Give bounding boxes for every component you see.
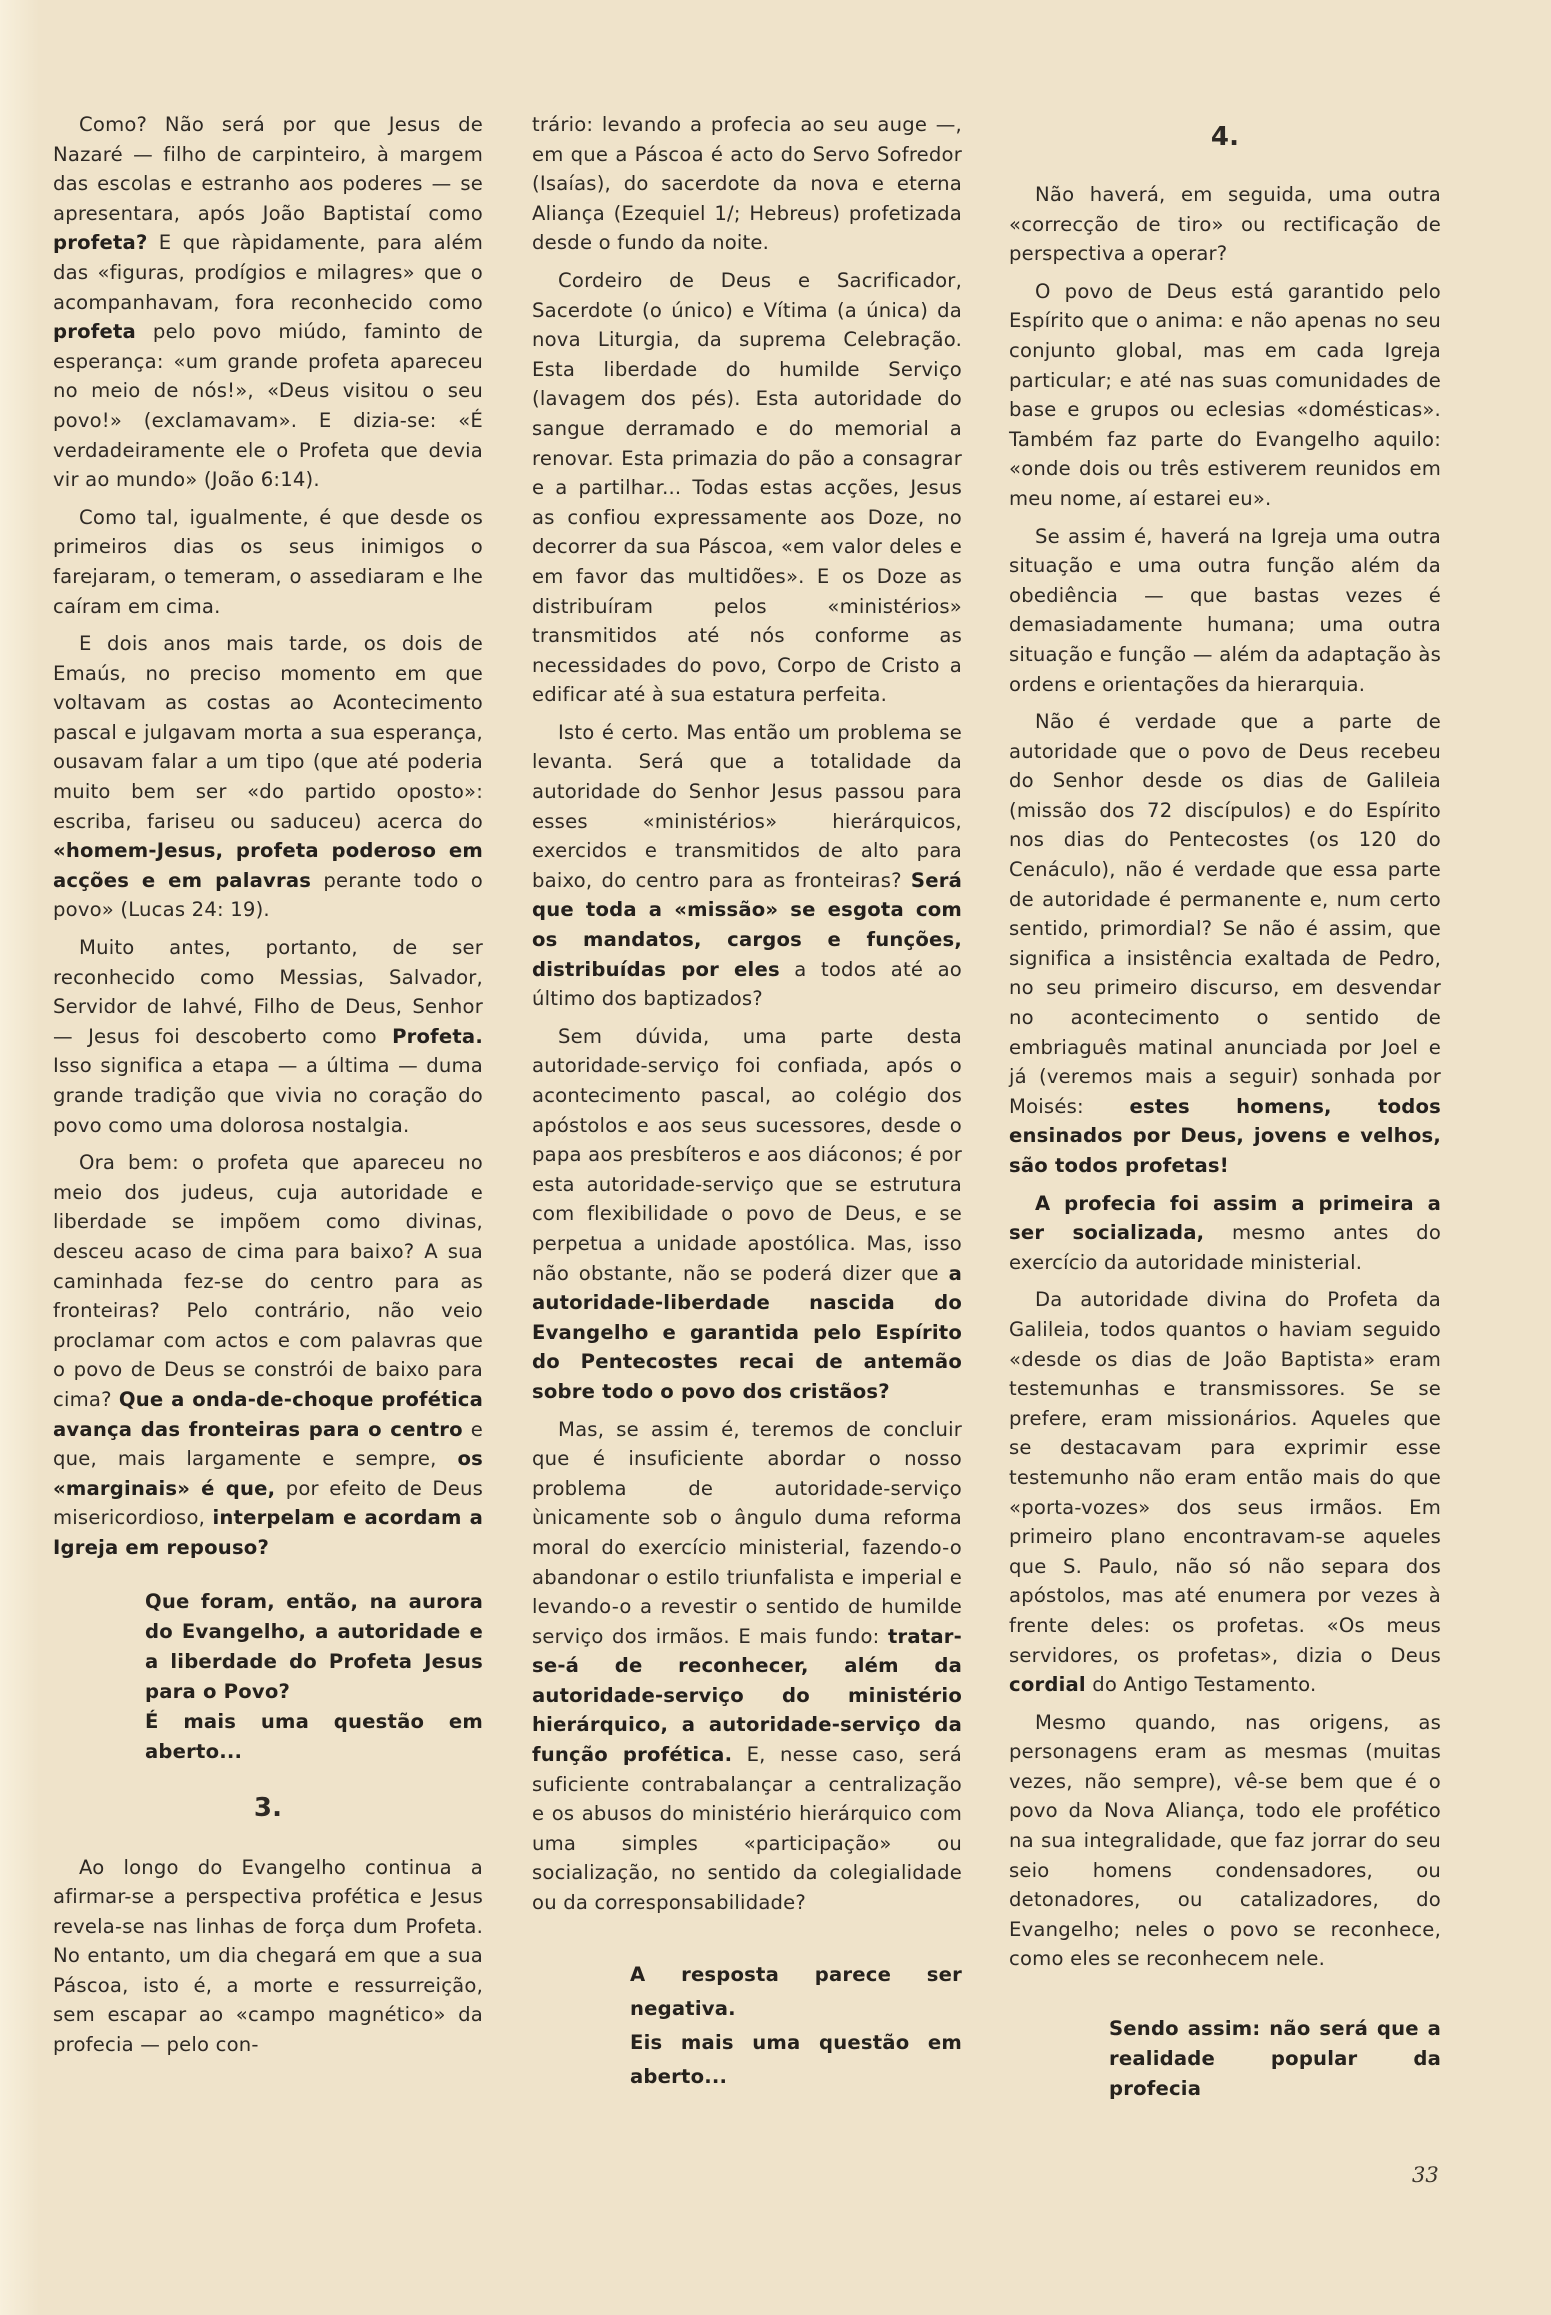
text-run: E, nesse caso, será suficiente contrabalançar a centralização e os abusos do ministério hierárquico com uma simples «participação» ou socialização, no sentido da colegialidade ou da corresponsabilidade? [532, 1743, 962, 1915]
paragraph [53, 933, 483, 1140]
text-run: Da autoridade divina do Profeta da Galileia, todos quantos o haviam seguido «desde os dias de João Baptista» eram testemunhas e transmissores. Se se prefere, eram missionários. Aqueles que se destacavam para exprimir esse testemunho não eram então mais do que «porta-vozes» dos seus irmãos. Em primeiro plano encontravam-se aqueles que S. Paulo, não só não separa dos apóstolos, mas até enumera por vezes à frente deles: os profetas. «Os meus servidores, os profetas», dizia o Deus [1009, 1288, 1441, 1667]
paragraph [1009, 1285, 1441, 1699]
text-run: Mesmo quando, nas origens, as personagens eram as mesmas (muitas vezes, não sempre), vê-se bem que é o povo da Nova Aliança, todo ele profético na sua integralidade, que faz jorrar do seu seio homens condensadores, ou detonadores, ou catalizadores, do Evangelho; neles o povo se reconhece, como eles se reconhecem nele. [1009, 1710, 1441, 1971]
section-heading-3: 3. [253, 1792, 283, 1823]
text-run: do Antigo Testamento. [1085, 1673, 1317, 1697]
open-question-callout-3 [1109, 2014, 1441, 2104]
bold-run: a autoridade-liberdade nascida do Evangelho e garantida pelo Espírito do Pentecostes recai de antemão sobre todo o povo dos cristãos? [532, 1261, 962, 1403]
paragraph [532, 718, 962, 1014]
bold-run: Que a onda-de-choque profética avança das fronteiras para o centro [53, 1387, 483, 1441]
open-question-callout-1 [145, 1587, 483, 1767]
paragraph [53, 503, 483, 621]
column3-paragraphs [1009, 180, 1441, 1974]
text-run: Isto é certo. Mas então um problema se levanta. Será que a totalidade da autoridade do Senhor Jesus passou para esses «ministérios» hierárquicos, exercidos e transmitidos de alto para baixo, do centro para as fronteiras? [532, 720, 962, 892]
paragraph [532, 1415, 962, 1918]
text-run: O povo de Deus está garantido pelo Espírito que o anima: e não apenas no seu conjunto global, mas em cada Igreja particular; e até nas suas comunidades de base e grupos ou eclesias «domésticas». Também faz parte do Evangelho aquilo: «onde dois ou três estiverem reunidos em meu nome, aí estarei eu». [1009, 279, 1441, 510]
callout-line: Eis mais uma questão em aberto... [630, 2030, 962, 2088]
paragraph [53, 629, 483, 925]
text-run: trário: levando a profecia ao seu auge —, em que a Páscoa é acto do Servo Sofredor (Isaías), do sacerdote da nova e eterna Aliança (Ezequiel 1/; Hebreus) profetizada desde o fundo da noite. [532, 113, 962, 255]
text-run: Muito antes, portanto, de ser reconhecido como Messias, Salvador, Servidor de Iahvé, Filho de Deus, Senhor — Jesus foi descoberto como [53, 936, 483, 1048]
paragraph [53, 1148, 483, 1562]
text-run: Cordeiro de Deus e Sacrificador, Sacerdote (o único) e Vítima (a única) da nova Liturgia, da suprema Celebração. Esta liberdade do humilde Serviço (lavagem dos pés). Esta autoridade do sangue derramado e do memorial a renovar. Esta primazia do pão a consagrar e a partilhar... Todas estas acções, Jesus as confiou expressamente aos Doze, no decorrer da sua Páscoa, «em valor deles e em favor das multidões». E os Doze as distribuíram pelos «ministérios» transmitidos até nós conforme as necessidades do povo, Corpo de Cristo a edificar até à sua estatura perfeita. [532, 268, 962, 707]
paragraph [532, 1022, 962, 1407]
bold-run: A profecia foi assim a primeira a ser socializada, [1009, 1191, 1441, 1245]
text-run: a todos até ao último dos baptizados? [532, 957, 962, 1011]
paragraph [1009, 707, 1441, 1181]
text-run: Como tal, igualmente, é que desde os primeiros dias os seus inimigos o farejaram, o temeram, o assediaram e lhe caíram em cima. [53, 505, 483, 618]
bold-run: os «marginais» é que, [53, 1447, 483, 1500]
callout-line: É mais uma questão em aberto... [145, 1709, 483, 1763]
callout-line: Sendo assim: não será que a realidade popular da profecia [1109, 2017, 1441, 2101]
text-run: Isso significa a etapa — a última — duma grande tradição que vivia no coração do povo como uma dolorosa nostalgia. [53, 1054, 483, 1137]
text-column-1 [53, 110, 483, 2068]
text-run: Mas, se assim é, teremos de concluir que é insuficiente abordar o nosso problema de autoridade-serviço ùnicamente sob o ângulo duma reforma moral do exercício ministerial, fazendo-o abandonar o estilo triunfalista e imperial e levando-o a revestir o sentido de humilde serviço dos irmãos. E mais fundo: [532, 1417, 962, 1648]
paragraph [532, 266, 962, 710]
text-run: por efeito de Deus misericordioso, [53, 1476, 484, 1530]
text-column-3 [1009, 110, 1441, 2104]
callout-line: Que foram, então, na aurora do Evangelho, a autoridade e a liberdade do Profeta Jesus para o Povo? [145, 1589, 483, 1703]
text-run: Sem dúvida, uma parte desta autoridade-serviço foi confiada, após o acontecimento pascal, ao colégio dos apóstolos e aos seus sucessores, desde o papa aos presbíteros e aos diáconos; é por esta autoridade-serviço que se estrutura com flexibilidade o povo de Deus, e se perpetua a unidade apostólica. Mas, isso não obstante, não se poderá dizer que [532, 1024, 962, 1285]
column2-paragraphs [532, 110, 962, 1918]
text-run: Se assim é, haverá na Igreja uma outra situação e uma outra função além da obediência — que bastas vezes é demasiadamente humana; uma outra situação e função — além da adaptação às ordens e orientações da hierarquia. [1009, 524, 1441, 696]
bold-run: Profeta. [392, 1024, 483, 1048]
page-number: 33 [1412, 2163, 1439, 2187]
text-run: Ao longo do Evangelho continua a afirmar-se a perspectiva profética e Jesus revela-se nas linhas de força dum Profeta. No entanto, um dia chegará em que a sua Páscoa, isto é, a morte e ressurreição, sem escapar ao «campo magnético» da profecia — pelo con- [53, 1855, 483, 2057]
callout-line: A resposta parece ser negativa. [630, 1962, 962, 2020]
paragraph [1009, 277, 1441, 514]
bold-run: profeta? [53, 231, 148, 255]
text-run: E que ràpidamente, para além das «figuras, prodígios e milagres» que o acompanhavam, fora reconhecido como [53, 231, 483, 314]
open-question-callout-2 [630, 1958, 962, 2094]
paragraph [532, 110, 962, 258]
bold-run: profeta [53, 320, 136, 344]
section3-paragraphs [53, 1853, 483, 2060]
paragraph [53, 1853, 483, 2060]
bold-run: interpelam e acordam a Igreja em repouso? [53, 1506, 483, 1559]
text-run: mesmo antes do exercício da autoridade ministerial. [1009, 1221, 1442, 1274]
bold-run: tratar-se-á de reconhecer, além da autoridade-serviço do ministério hierárquico, a autoridade-serviço da função profética. [532, 1624, 962, 1767]
paragraph [1009, 522, 1441, 700]
paragraph [1009, 1189, 1441, 1278]
text-run: pelo povo miúdo, faminto de esperança: «um grande profeta apareceu no meio de nós!», «Deus visitou o seu povo!» (exclamavam». E dizia-se: «É verdadeiramente ele o Profeta que devia vir ao mundo» (João 6:14). [53, 320, 483, 492]
text-run: Ora bem: o profeta que apareceu no meio dos judeus, cuja autoridade e liberdade se impõem como divinas, desceu acaso de cima para baixo? A sua caminhada fez-se do centro para as fronteiras? Pelo contrário, não veio proclamar com actos e com palavras que o povo de Deus se constrói de baixo para cima? [53, 1151, 483, 1411]
column1-paragraphs [53, 110, 483, 1563]
paragraph [53, 110, 483, 495]
section-heading-4: 4. [1210, 122, 1240, 152]
text-column-2 [532, 110, 962, 2094]
paragraph [1009, 180, 1441, 269]
bold-run: cordial [1009, 1673, 1086, 1697]
bold-run: Será que toda a «missão» se esgota com os mandatos, cargos e funções, distribuídas por eles [532, 868, 962, 981]
text-run: Não é verdade que a parte de autoridade que o povo de Deus recebeu do Senhor desde os dias de Galileia (missão dos 72 discípulos) e do Espírito nos dias do Pentecostes (os 120 do Cenáculo), não é verdade que essa parte de autoridade é permanente e, num certo sentido, primordial? Se não é assim, que significa a insistência exaltada de Pedro, no seu primeiro discurso, em desvendar no acontecimento o sentido de embriaguês matinal anunciada por Joel e já (veremos mais a seguir) sonhada por Moisés: [1009, 710, 1441, 1118]
text-run: E dois anos mais tarde, os dois de Emaús, no preciso momento em que voltavam as costas ao Acontecimento pascal e julgavam morta a sua esperança, ousavam falar a um tipo (que até poderia muito bem ser «do partido oposto»: escriba, fariseu ou saduceu) acerca do [53, 632, 483, 833]
bold-run: «homem-Jesus, profeta poderoso em acções e em palavras [53, 839, 483, 892]
paragraph [1009, 1708, 1441, 1974]
bold-run: estes homens, todos ensinados por Deus, jovens e velhos, são todos profetas! [1009, 1094, 1441, 1177]
text-run: Não haverá, em seguida, uma outra «correcção de tiro» ou rectificação de perspectiva a operar? [1009, 183, 1441, 266]
text-run: perante todo o povo» (Lucas 24: 19). [53, 868, 483, 922]
text-run: Como? Não será por que Jesus de Nazaré — filho de carpinteiro, à margem das escolas e estranho aos poderes — se apresentara, após João Baptistaí como [53, 113, 483, 225]
text-run: e que, mais largamente e sempre, [53, 1417, 483, 1471]
